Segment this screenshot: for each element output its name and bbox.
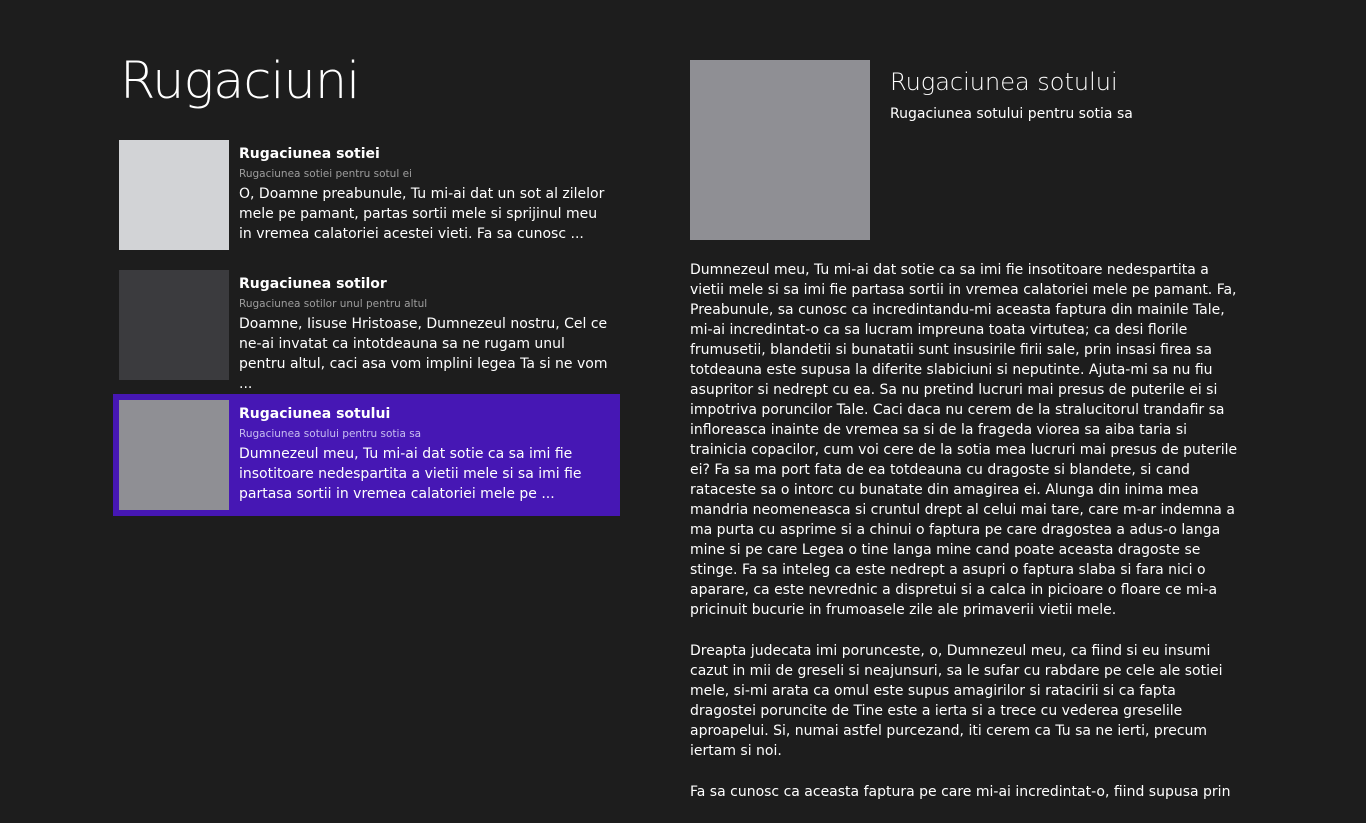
list-item-selected[interactable] <box>113 394 620 516</box>
detail-image <box>690 60 870 240</box>
item-description: O, Doamne preabunule, Tu mi-ai dat un sot al zilelor mele pe pamant, partas sortii mele si sprijinul meu in vremea calatoriei acestei vieti. Fa sa cunosc ... <box>239 186 605 242</box>
detail-subtitle: Rugaciunea sotului pentru sotia sa <box>890 106 1133 122</box>
detail-pane[interactable] <box>690 60 1250 800</box>
item-subtitle: Rugaciunea sotiei pentru sotul ei <box>239 168 412 180</box>
detail-paragraph: Fa sa cunosc ca aceasta faptura pe care mi-ai incredintat-o, fiind supusa prin <box>690 784 1231 800</box>
item-title: Rugaciunea sotiei <box>239 146 380 162</box>
page-title: Rugaciuni <box>120 52 360 111</box>
detail-title: Rugaciunea sotului <box>890 68 1118 96</box>
item-thumbnail <box>119 140 229 250</box>
item-description: Doamne, Iisuse Hristoase, Dumnezeul nostru, Cel ce ne-ai invatat ca intotdeauna sa ne rugam unul pentru altul, caci asa vom implini legea Ta si ne vom ... <box>239 316 608 392</box>
detail-paragraph: Dreapta judecata imi porunceste, o, Dumnezeul meu, ca fiind si eu insumi cazut in mii de greseli si neajunsuri, sa le sufar cu rabdare pe cele ale sotiei mele, si-mi arata ca omul este supus amagirilor si ratacirii si ca fapta dragostei poruncite de Tine este a ierta si a trece cu vederea greselile aproapelui. Si, numai astfel purcezand, iti cerem ca Tu sa ne ierti, precum iertam si noi. <box>690 643 1223 759</box>
item-thumbnail <box>119 270 229 380</box>
item-text <box>239 144 609 244</box>
detail-body <box>690 260 1246 823</box>
prayer-list <box>113 134 620 524</box>
detail-paragraph: Dumnezeul meu, Tu mi-ai dat sotie ca sa imi fie insotitoare nedespartita a vietii mele si sa imi fie partasa sortii in vremea calatoriei mele pe pamant. Fa, Preabunule, sa cunosc ca incredintandu-mi aceasta faptura din mainile Tale, mi-ai incredintat-o ca sa lucram impreuna toata virtutea; ca desi florile frumusetii, blandetii si bunatatii sunt insusirile firii sale, prin insasi firea sa totdeauna este supusa la diferite slabiciuni si neputinte. Ajuta-mi sa nu fiu asupritor si nedrept cu ea. Sa nu pretind lucruri mai presus de puterile ei si impotriva poruncilor Tale. Caci daca nu cerem de la stralucitorul trandafir sa infloreasca inainte de vremea sa si de la frageda viorea sa aiba taria si trainicia copacilor, cum voi cere de la sotia mea lucruri mai presus de puterile ei? Fa sa ma port fata de ea totdeauna cu dragoste si blandete, si cand rataceste sa o intorc cu bunatate din amagirea ei. Alunga din inima mea mandria neomeneasca si cruntul drept al celui mai tare, care m-ar indemna a ma purta cu asprime si a chinui o faptura pe care dragostea a adus-o langa mine si pe care Legea o tine langa mine cand poate aceasta dragoste se stinge. Fa sa inteleg ca este nedrept a asupri o faptura slaba si fara nici o aparare, ca este nevrednic a dispretui si a calca in picioare o floare ce mi-a pricinuit bucurie in frumoasele zile ale primaverii vietii mele. <box>690 262 1238 618</box>
item-title: Rugaciunea sotilor <box>239 276 387 292</box>
item-title: Rugaciunea sotului <box>239 406 391 422</box>
item-description: Dumnezeul meu, Tu mi-ai dat sotie ca sa imi fie insotitoare nedespartita a vietii mele si sa imi fie partasa sortii in vremea calatoriei mele pe ... <box>239 446 582 502</box>
item-thumbnail <box>119 400 229 510</box>
list-item[interactable] <box>113 134 620 256</box>
list-item[interactable] <box>113 264 620 392</box>
item-subtitle: Rugaciunea sotului pentru sotia sa <box>239 428 422 440</box>
item-text <box>239 404 609 504</box>
item-text <box>239 274 609 392</box>
item-subtitle: Rugaciunea sotilor unul pentru altul <box>239 298 428 310</box>
